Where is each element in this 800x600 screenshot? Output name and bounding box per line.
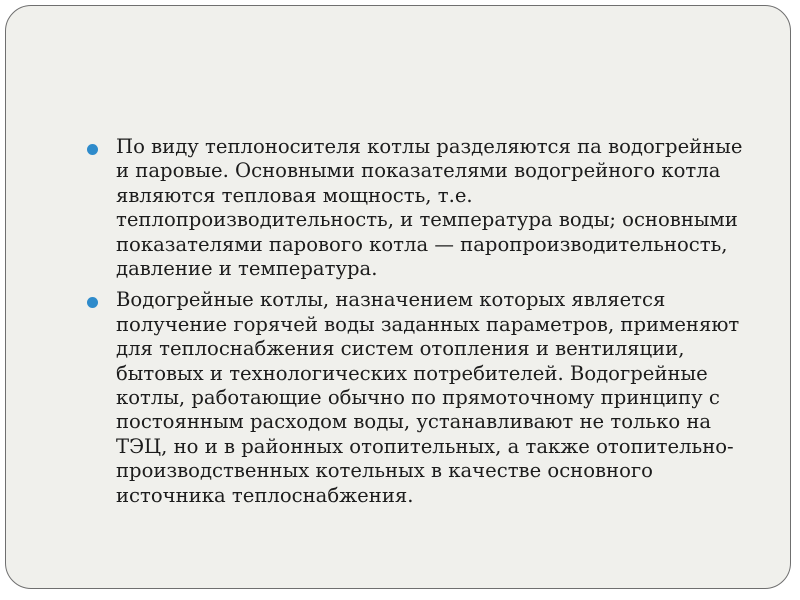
text-line: получение горячей воды заданных параметров, применяют xyxy=(116,312,740,336)
text-line: являются тепловая мощность, т.е. xyxy=(116,183,473,207)
text-line: постоянным расходом воды, устанавливают не только на xyxy=(116,410,712,434)
text-line: ТЭЦ, но и в районных отопительных, а также отопительно- xyxy=(116,434,734,458)
text-line: источника теплоснабжения. xyxy=(116,483,414,507)
text-line: для теплоснабжения систем отопления и вентиляции, xyxy=(116,337,685,361)
bullet-dot-icon xyxy=(87,144,98,155)
bullet-item-2 xyxy=(84,288,764,508)
text-line: производственных котельных в качестве основного xyxy=(116,459,653,483)
bullet-dot-icon xyxy=(87,297,98,308)
text-line: бытовых и технологических потребителей. Водогрейные xyxy=(116,361,708,385)
slide-content xyxy=(84,135,764,515)
text-line: показателями парового котла — паропроизводительность, xyxy=(116,232,728,256)
text-line: По виду теплоносителя котлы разделяются па водогрейные xyxy=(116,135,743,158)
text-line: теплопроизводительность, и температура воды; основными xyxy=(116,208,738,232)
text-line: и паровые. Основными показателями водогрейного котла xyxy=(116,159,721,183)
bullet-item-1 xyxy=(84,135,764,281)
text-line: давление и температура. xyxy=(116,257,378,281)
text-line: котлы, работающие обычно по прямоточному принципу с xyxy=(116,386,720,410)
text-line: Водогрейные котлы, назначением которых является xyxy=(116,288,666,312)
slide-frame xyxy=(5,5,791,589)
